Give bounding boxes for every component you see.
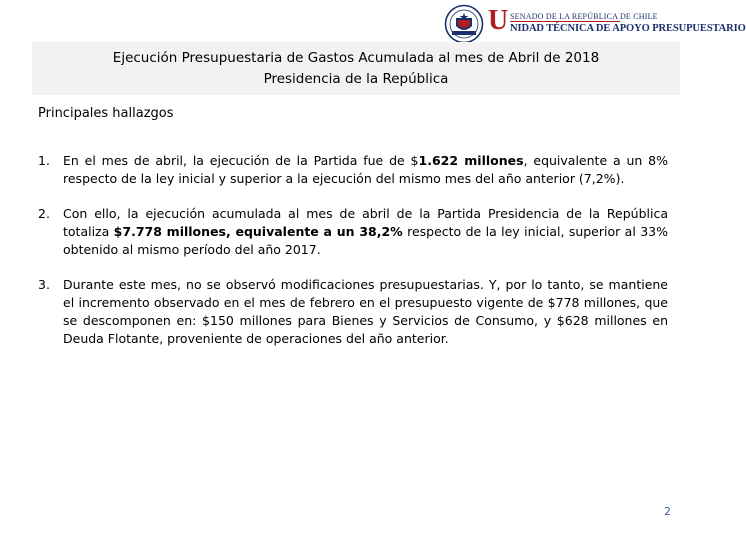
finding-item — [38, 205, 668, 259]
finding-text-part: Durante este mes, no se observó modificaciones presupuestarias. Y, por lo tanto, se mantiene el incremento observado en el mes de febrero en el presupuesto vigente de $778 millones, que se descomponen en: $150 millones para Bienes y Servicios de Consumo, y $628 millones en Deuda Flotante, proveniente de operaciones del año anterior. — [63, 277, 668, 346]
section-heading: Principales hallazgos — [38, 106, 174, 121]
senate-seal-icon — [442, 4, 486, 44]
finding-text-part: Con ello, la ejecución acumulada al mes de abril de la Partida Presidencia de la República totaliza — [63, 206, 668, 239]
document-title-box — [32, 42, 680, 95]
logo-divider — [510, 21, 620, 22]
page-number: 2 — [664, 505, 671, 518]
finding-item — [38, 152, 668, 188]
senate-seal-logo — [442, 4, 486, 44]
finding-number: 1. — [38, 153, 50, 168]
findings-list — [38, 152, 668, 365]
finding-item — [38, 276, 668, 348]
utap-logo — [488, 5, 746, 40]
finding-text — [63, 206, 668, 257]
finding-number: 3. — [38, 277, 50, 292]
document-title: Ejecución Presupuestaria de Gastos Acumulada al mes de Abril de 2018 — [112, 50, 600, 66]
finding-text-part: respecto de la ley inicial, superior al 33% obtenido al mismo período del año 2017. — [63, 224, 668, 257]
finding-text-bold: $7.778 millones, equivalente a un 38,2% — [113, 224, 403, 239]
finding-text-part: , equivalente a un 8% respecto de la ley inicial y superior a la ejecución del mismo mes del año anterior (7,2%). — [63, 153, 668, 186]
finding-text — [63, 277, 668, 346]
finding-text-bold: 1.622 millones — [418, 153, 524, 168]
finding-number: 2. — [38, 206, 50, 221]
logo-initial: U — [488, 5, 509, 36]
logo-senate-line: SENADO DE LA REPÚBLICA DE CHILE — [510, 12, 658, 21]
finding-text-part: En el mes de abril, la ejecución de la Partida fue de $ — [63, 153, 419, 168]
logo-unit-name: NIDAD TÉCNICA DE APOYO PRESUPUESTARIO — [510, 23, 746, 34]
document-subtitle: Presidencia de la República — [263, 71, 449, 87]
finding-text — [63, 153, 668, 186]
